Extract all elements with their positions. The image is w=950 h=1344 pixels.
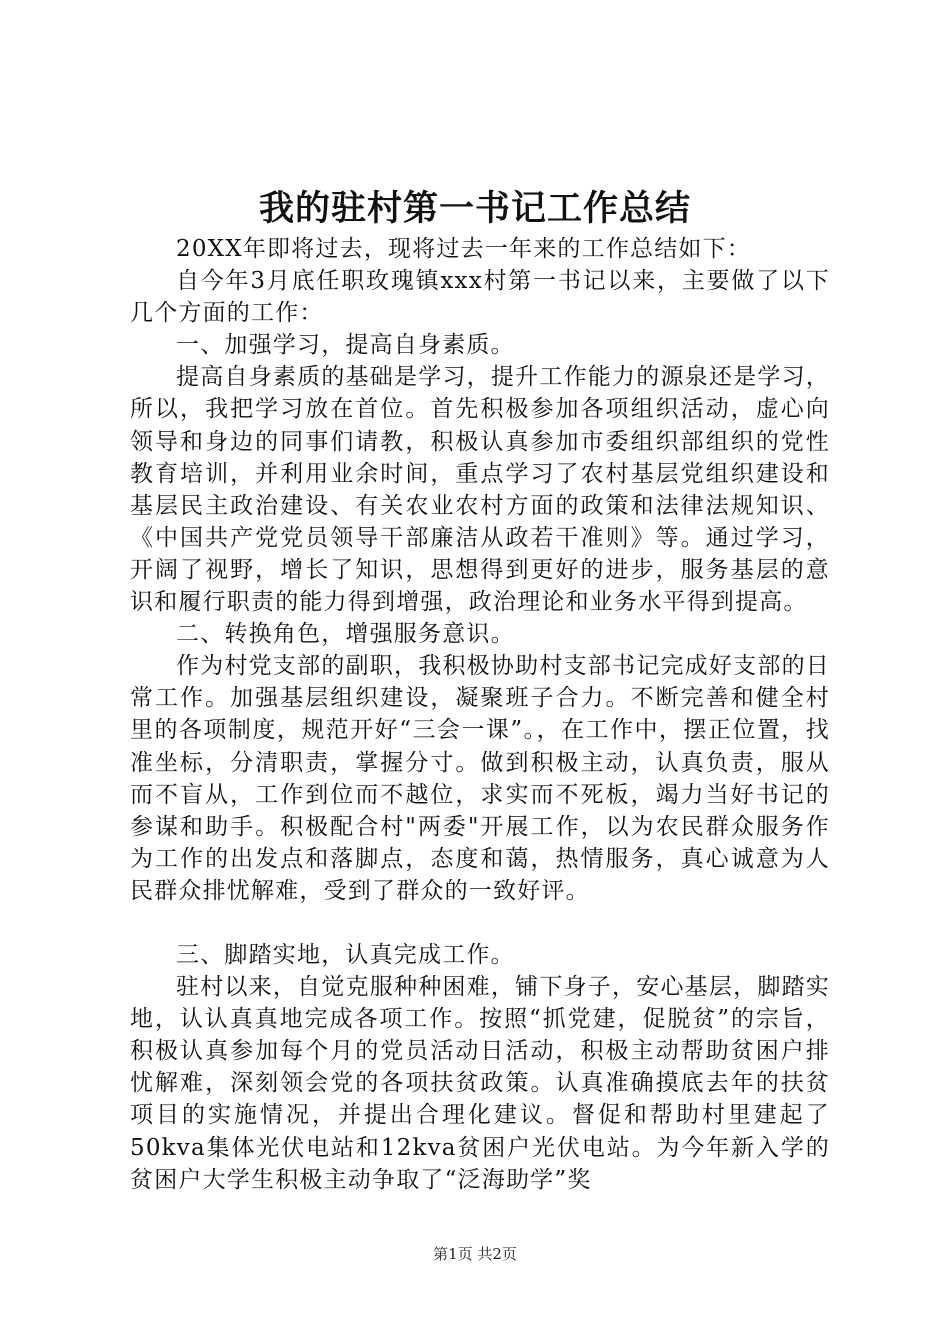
section-heading-2: 二、转换角色，增强服务意识。 (176, 621, 515, 648)
page-number-footer: 第1页 共2页 (433, 1245, 517, 1263)
paragraph-section-2: 作为村党支部的副职，我积极协助村支部书记完成好支部的日常工作。加强基层组织建设，凝聚班子合力。不断完善和健全村里的各项制度，规范开好“三会一课”。，在工作中，摆正位置，找准坐标，分清职责，掌握分寸。做到积极主动，认真负责，服从而不盲从，工作到位而不越位，求实而不死板，竭力当好书记的参谋和助手。积极配合村"两委"开展工作，以为农民群众服务作为工作的出发点和落脚点，态度和蔼，热情服务，真心诚意为人民群众排忧解难，受到了群众的一致好评。 (130, 653, 830, 904)
section-heading-1: 一、加强学习，提高自身素质。 (176, 332, 515, 359)
section-heading-3: 三、脚踏实地，认真完成工作。 (176, 941, 515, 968)
paragraph-overview: 自今年3月底任职玫瑰镇xxx村第一书记以来，主要做了以下几个方面的工作： (130, 268, 830, 327)
document-title: 我的驻村第一书记工作总结 (258, 189, 691, 229)
document-body (130, 233, 830, 1196)
paragraph-section-3: 驻村以来，自觉克服种种困难，铺下身子，安心基层，脚踏实地，认认真真地完成各项工作。按照“抓党建，促脱贫”的宗旨，积极认真参加每个月的党员活动日活动，积极主动帮助贫困户排忧解难，深刻领会党的各项扶贫政策。认真准确摸底去年的扶贫项目的实施情况，并提出合理化建议。督促和帮助村里建起了50kva集体光伏电站和12kva贫困户光伏电站。为今年新入学的贫困户大学生积极主动争取了“泛海助学”奖 (130, 974, 830, 1193)
paragraph-intro: 20XX年即将过去，现将过去一年来的工作总结如下： (176, 236, 752, 262)
paragraph-section-1: 提高自身素质的基础是学习，提升工作能力的源泉还是学习，所以，我把学习放在首位。首先积极参加各项组织活动，虚心向领导和身边的同事们请教，积极认真参加市委组织部组织的党性教育培训，并利用业余时间，重点学习了农村基层党组织建设和基层民主政治建设、有关农业农村方面的政策和法律法规知识、《中国共产党党员领导干部廉洁从政若干准则》等。通过学习，开阔了视野，增长了知识，思想得到更好的进步，服务基层的意识和履行职责的能力得到增强，政治理论和业务水平得到提高。 (130, 364, 830, 616)
